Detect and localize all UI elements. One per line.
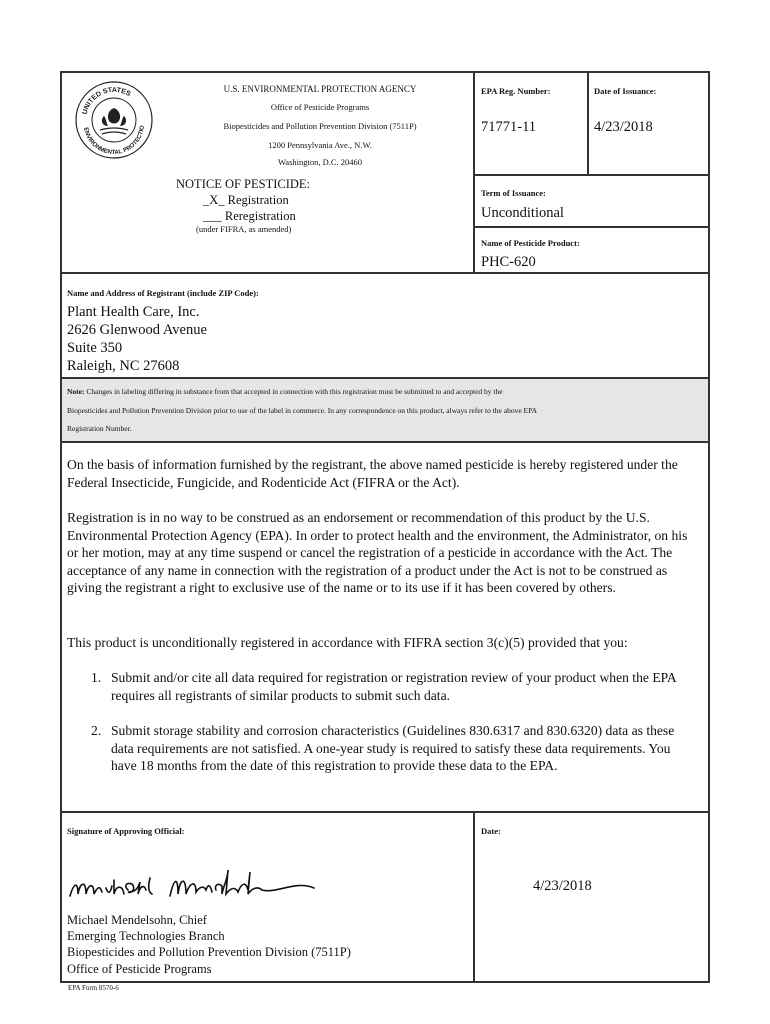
notice-under: (under FIFRA, as amended) xyxy=(196,224,292,234)
svg-text:UNITED STATES: UNITED STATES xyxy=(81,86,132,116)
body-paragraph-2: Registration is in no way to be construed as an endorsement or recommendation of this product by the U.S. Environmental Protection Agency (EPA). In order to protect health and the environment, the Administrator, on his or her motion, may at any time suspend or cancel the registration of a pesticide in accordance with the Act. The acceptance of any name in connection with the registration of a product under the Act is not to be construed as giving the registrant a right to exclusive use of the name or to its use if it has been covered by others. xyxy=(67,510,688,596)
date-signed-label: Date: xyxy=(481,826,501,836)
note-line-3: Registration Number. xyxy=(67,424,132,433)
condition-number: 1. xyxy=(91,670,102,685)
frame-top xyxy=(60,71,710,73)
notice-reregistration: ___ Reregistration xyxy=(203,209,296,223)
hline-2 xyxy=(473,226,710,228)
hline-body-bottom xyxy=(60,811,710,813)
frame-bottom xyxy=(60,981,710,983)
form-number: EPA Form 8570-6 xyxy=(68,984,119,992)
frame-right xyxy=(708,71,710,983)
signature-label: Signature of Approving Official: xyxy=(67,826,185,836)
signer-branch: Emerging Technologies Branch xyxy=(67,929,225,943)
note-line-1 xyxy=(67,387,702,396)
frame-left xyxy=(60,71,62,983)
notice-title: NOTICE OF PESTICIDE: xyxy=(176,177,311,191)
body-paragraph-1: On the basis of information furnished by the registrant, the above named pesticide is hereby registered under the Federal Insecticide, Fungicide, and Rodenticide Act (FIFRA or the Act). xyxy=(67,457,678,490)
registrant-line: Plant Health Care, Inc. xyxy=(67,304,200,320)
registrant-line: 2626 Glenwood Avenue xyxy=(67,322,207,338)
registrant-label: Name and Address of Registrant (include ZIP Code): xyxy=(67,288,259,298)
note-text-1: Changes in labeling differing in substance from that accepted in connection with this registration must be submitted to and accepted by the xyxy=(86,387,503,396)
notice-registration: _X_ Registration xyxy=(203,193,289,207)
term-label: Term of Issuance: xyxy=(481,188,546,198)
hline-header-bottom xyxy=(60,272,710,274)
hline-1 xyxy=(473,174,710,176)
agency-office: Office of Pesticide Programs xyxy=(270,102,370,112)
condition-text: Submit storage stability and corrosion characteristics (Guidelines 830.6317 and 830.6320) data as these data requirements are not satisfied. A one-year study is required to satisfy these data requirements. You have 18 months from the date of this registration to provide these data to the EPA. xyxy=(111,723,675,774)
agency-name: U.S. ENVIRONMENTAL PROTECTION AGENCY xyxy=(223,84,417,94)
header-divider xyxy=(473,71,475,273)
note-label: Note: xyxy=(67,387,85,396)
note-line-2: Biopesticides and Pollution Prevention Division prior to use of the label in commerce. In any correspondence on this product, always refer to the above EPA xyxy=(67,406,538,415)
condition-text: Submit and/or cite all data required for registration or registration review of your product when the EPA requires all registrants of similar products to submit such data. xyxy=(111,670,676,703)
svg-text:ENVIRONMENTAL PROTECTION: ENVIRONMENTAL PROTECTIO xyxy=(82,125,147,157)
date-signed-value: 4/23/2018 xyxy=(533,878,592,894)
registrant-line: Suite 350 xyxy=(67,340,123,356)
agency-street: 1200 Pennsylvania Ave., N.W. xyxy=(268,140,372,150)
signature-image xyxy=(66,860,326,908)
issuance-date-value: 4/23/2018 xyxy=(594,119,653,135)
reg-number-value: 71771-11 xyxy=(481,119,537,135)
product-label: Name of Pesticide Product: xyxy=(481,238,580,248)
registrant-line: Raleigh, NC 27608 xyxy=(67,358,180,374)
signer-name: Michael Mendelsohn, Chief xyxy=(67,913,207,927)
term-value: Unconditional xyxy=(481,205,564,221)
hline-note-bottom xyxy=(60,441,710,443)
epa-seal-icon xyxy=(74,80,154,160)
agency-city: Washington, D.C. 20460 xyxy=(277,157,363,167)
body-paragraph-3: This product is unconditionally registered in accordance with FIFRA section 3(c)(5) provided that you: xyxy=(67,635,628,650)
issuance-date-label: Date of Issuance: xyxy=(594,86,657,96)
agency-division: Biopesticides and Pollution Prevention Division (7511P) xyxy=(223,121,417,131)
header-divider-2 xyxy=(587,71,589,175)
signature-divider xyxy=(473,811,475,982)
product-value: PHC-620 xyxy=(481,254,536,270)
signer-division: Biopesticides and Pollution Prevention Division (7511P) xyxy=(67,945,351,959)
reg-number-label: EPA Reg. Number: xyxy=(481,86,551,96)
condition-number: 2. xyxy=(91,723,102,738)
signer-office: Office of Pesticide Programs xyxy=(67,962,212,976)
